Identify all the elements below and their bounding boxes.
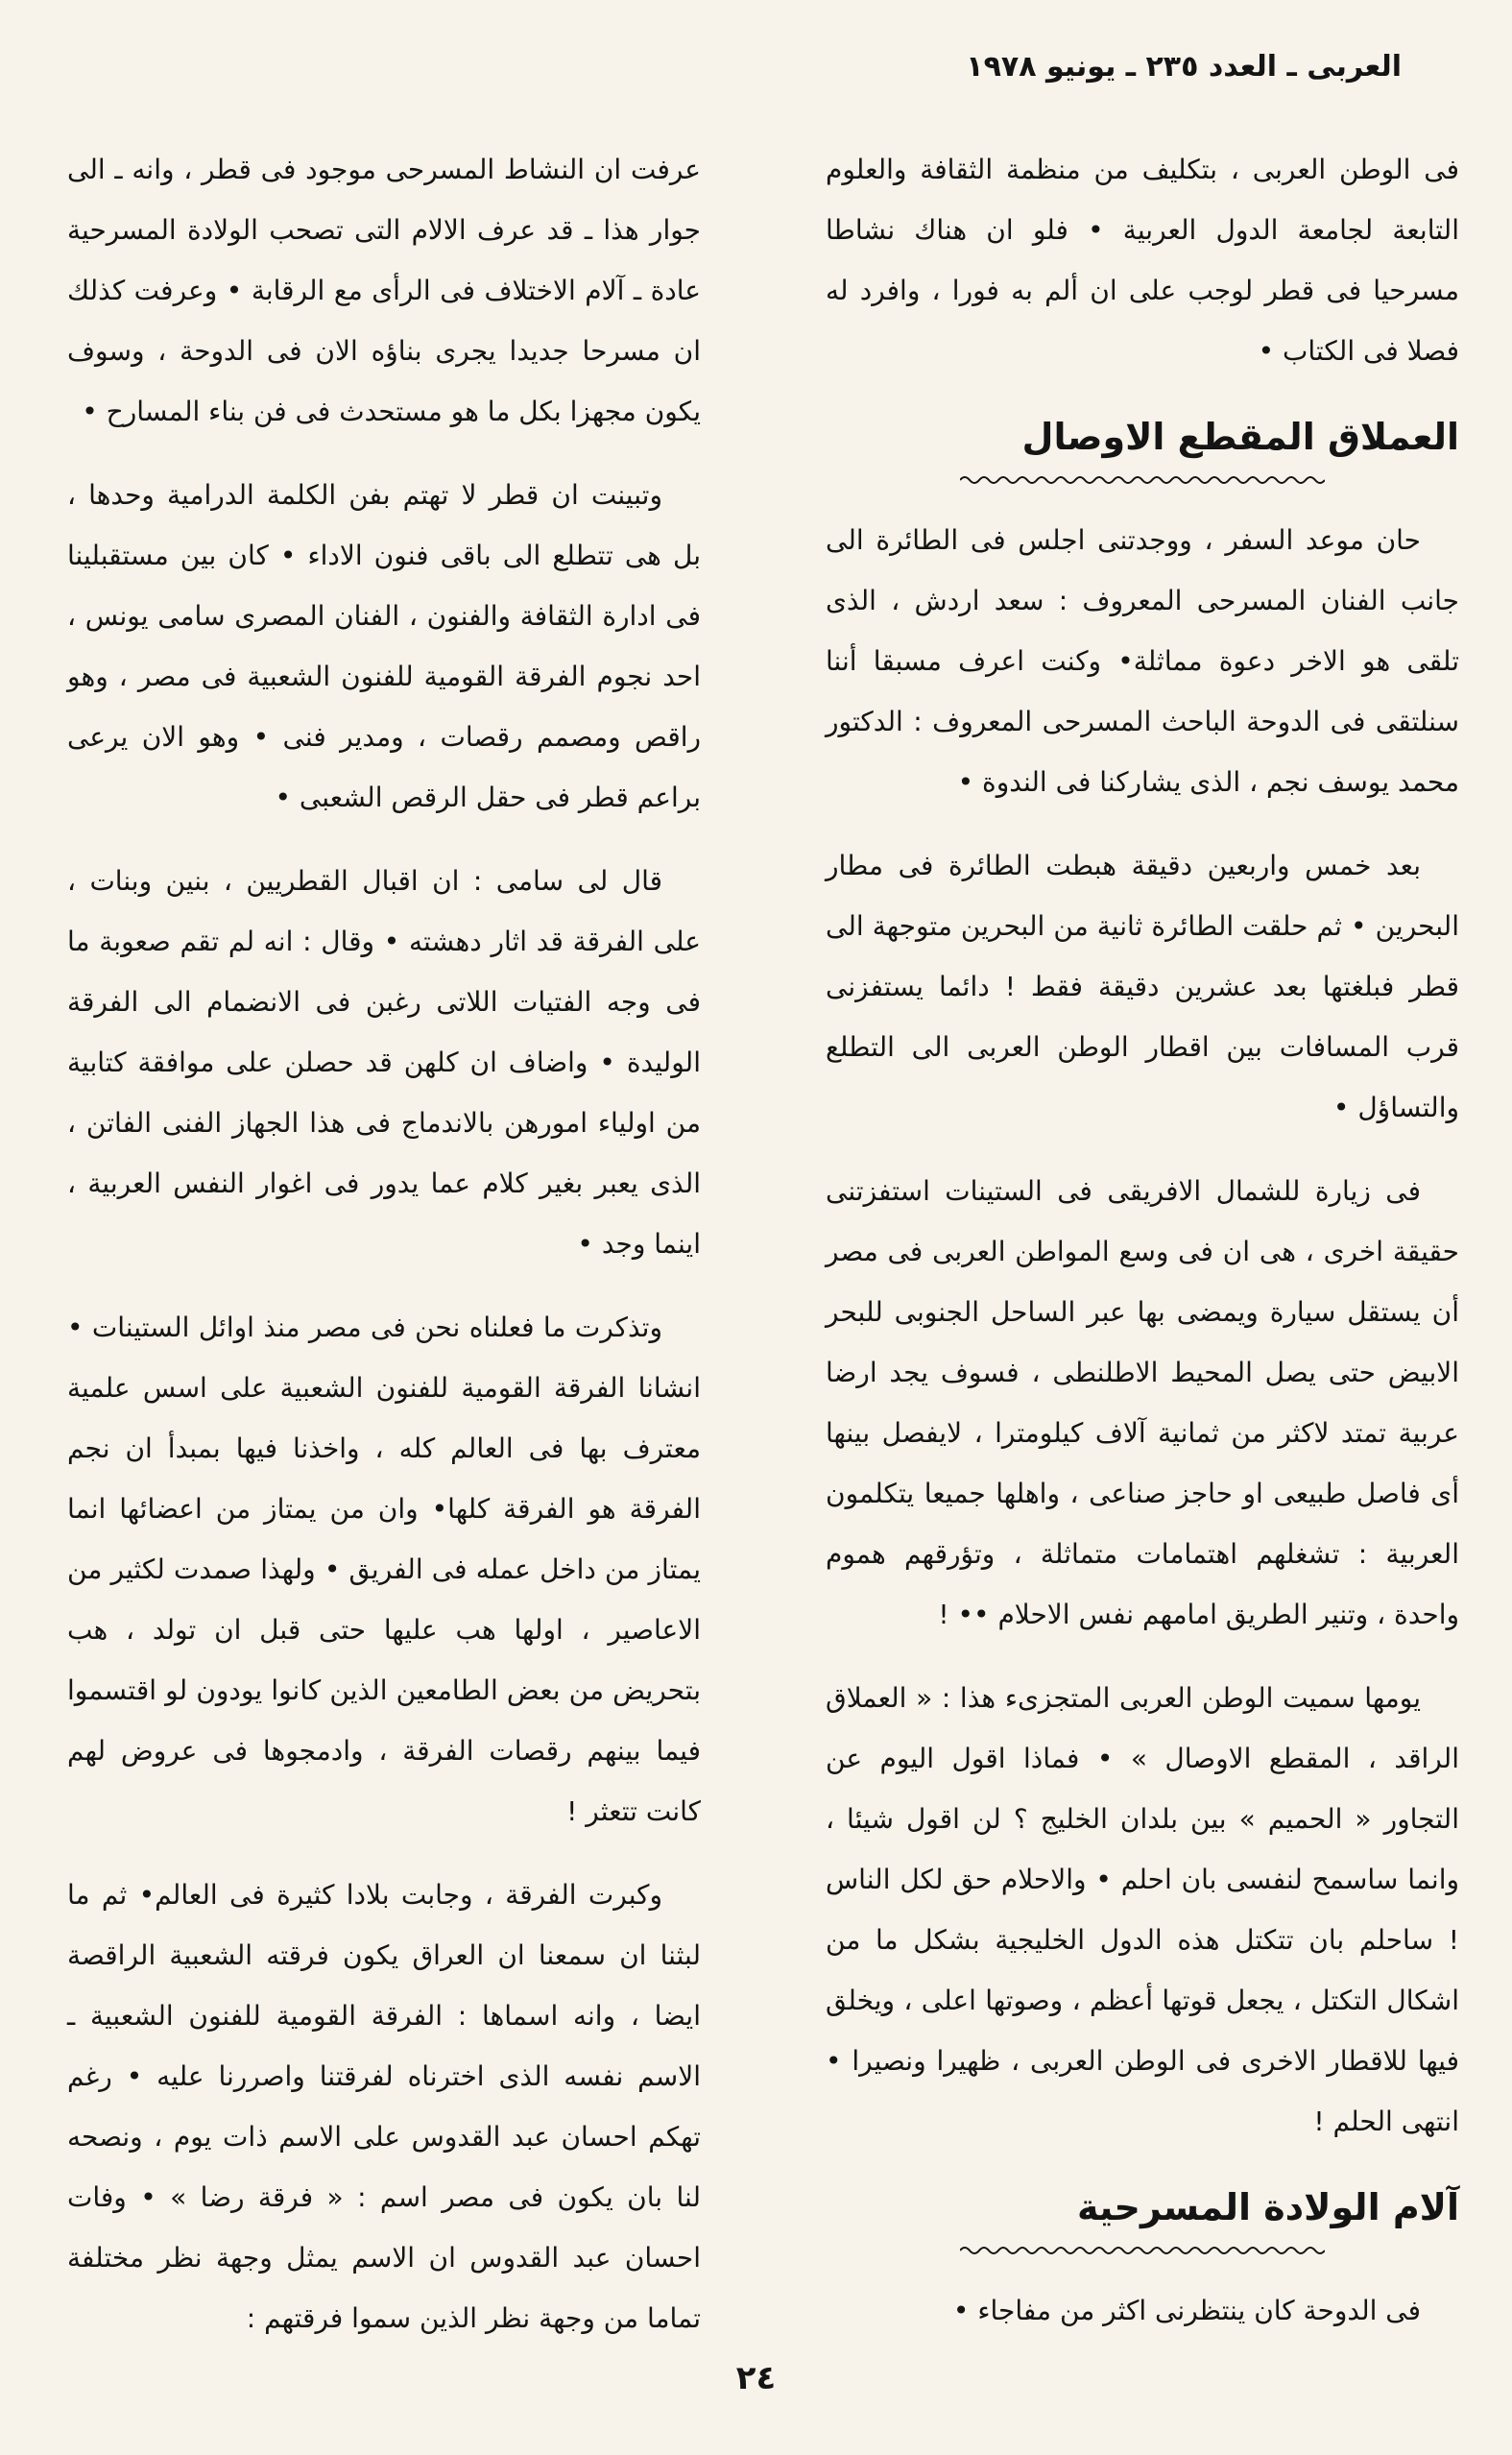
running-header: العربى ـ العدد ٢٣٥ ـ يونيو ١٩٧٨ bbox=[966, 50, 1402, 84]
paragraph: بعد خمس واربعين دقيقة هبطت الطائرة فى مطار البحرين • ثم حلقت الطائرة ثانية من البحرين متوجهة الى قطر فبلغتها بعد عشرين دقيقة فقط ! دائما يستفزنى قرب المسافات بين اقطار الوطن العربى الى التطلع والتساؤل • bbox=[826, 850, 1459, 1123]
paragraph: فى الدوحة كان ينتظرنى اكثر من مفاجاء • bbox=[952, 2295, 1421, 2326]
page-number: ٢٤ bbox=[735, 2359, 777, 2397]
paragraph: حان موعد السفر ، ووجدتنى اجلس فى الطائرة الى جانب الفنان المسرحى المعروف : سعد اردش ، الذى تلقى هو الاخر دعوة مماثلة• وكنت اعرف مسبقا أننا سنلتقى فى الدوحة الباحث المسرحى المعروف : الدكتور محمد يوسف نجم ، الذى يشاركنا فى الندوة • bbox=[826, 524, 1459, 798]
heading-underline-ornament bbox=[960, 473, 1325, 487]
right-column bbox=[826, 139, 1459, 2364]
paragraph: فى زيارة للشمال الافريقى فى الستينات استفزتنى حقيقة اخرى ، هى ان فى وسع المواطن العربى فى مصر أن يستقل سيارة ويمضى بها عبر الساحل الجنوبى للبحر الابيض حتى يصل المحيط الاطلنطى ، فسوف يجد ارضا عربية تمتد لاكثر من ثمانية آلاف كيلومترا ، لايفصل بينها أى فاصل طبيعى او حاجز صناعى ، واهلها جميعا يتكلمون العربية : تشغلهم اهتمامات متماثلة ، وتؤرقهم هموم واحدة ، وتنير الطريق امامهم نفس الاحلام •• ! bbox=[826, 1175, 1459, 1630]
paragraph: وتبينت ان قطر لا تهتم بفن الكلمة الدرامية وحدها ، بل هى تتطلع الى باقى فنون الاداء • كان بين مستقبلينا فى ادارة الثقافة والفنون ، الفنان المصرى سامى يونس ، احد نجوم الفرقة القومية للفنون الشعبية فى مصر ، وهو راقص ومصمم رقصات ، ومدير فنى • وهو الان يرعى براعم قطر فى حقل الرقص الشعبى • bbox=[67, 479, 701, 813]
heading-underline-ornament bbox=[960, 2244, 1325, 2257]
left-column bbox=[67, 139, 701, 2371]
paragraph: فى الوطن العربى ، بتكليف من منظمة الثقافة والعلوم التابعة لجامعة الدول العربية • فلو ان هناك نشاطا مسرحيا فى قطر لوجب على ان ألم به فورا ، وافرد له فصلا فى الكتاب • bbox=[826, 154, 1459, 367]
section-heading: آلام الولادة المسرحية bbox=[1077, 2186, 1459, 2228]
paragraph: وتذكرت ما فعلناه نحن فى مصر منذ اوائل الستينات • انشانا الفرقة القومية للفنون الشعبية على اسس علمية معترف بها فى العالم كله ، واخذنا فيها بمبدأ ان نجم الفرقة هو الفرقة كلها• وان من يمتاز من اعضائها انما يمتاز من داخل عمله فى الفريق • ولهذا صمدت لكثير من الاعاصير ، اولها هب عليها حتى قبل ان تولد ، هب بتحريض من بعض الطامعين الذين كانوا يودون لو اقتسموا فيما بينهم رقصات الفرقة ، وادمجوها فى عروض لهم كانت تتعثر ! bbox=[67, 1312, 701, 1827]
paragraph: عرفت ان النشاط المسرحى موجود فى قطر ، وانه ـ الى جوار هذا ـ قد عرف الالام التى تصحب الولادة المسرحية عادة ـ آلام الاختلاف فى الرأى مع الرقابة • وعرفت كذلك ان مسرحا جديدا يجرى بناؤه الان فى الدوحة ، وسوف يكون مجهزا بكل ما هو مستحدث فى فن بناء المسارح • bbox=[67, 154, 701, 427]
paragraph: قال لى سامى : ان اقبال القطريين ، بنين وبنات ، على الفرقة قد اثار دهشته • وقال : انه لم تقم صعوبة ما فى وجه الفتيات اللاتى رغبن فى الانضمام الى الفرقة الوليدة • واضاف ان كلهن قد حصلن على موافقة كتابية من اولياء امورهن بالاندماج فى هذا الجهاز الفنى الفاتن ، الذى يعبر بغير كلام عما يدور فى اغوار النفس العربية ، اينما وجد • bbox=[67, 865, 701, 1260]
section-heading: العملاق المقطع الاوصال bbox=[1021, 416, 1459, 458]
paragraph: يومها سميت الوطن العربى المتجزىء هذا : « العملاق الراقد ، المقطع الاوصال » • فماذا اقول اليوم عن التجاور « الحميم » بين بلدان الخليج ؟ لن اقول شيئا ، وانما ساسمح لنفسى بان احلم • والاحلام حق لكل الناس ! ساحلم بان تتكتل هذه الدول الخليجية بشكل ما من اشكال التكتل ، يجعل قوتها أعظم ، وصوتها اعلى ، ويخلق فيها للاقطار الاخرى فى الوطن العربى ، ظهيرا ونصيرا • انتهى الحلم ! bbox=[826, 1682, 1459, 2137]
paragraph: وكبرت الفرقة ، وجابت بلادا كثيرة فى العالم• ثم ما لبثنا ان سمعنا ان العراق يكون فرقته الشعبية الراقصة ايضا ، وانه اسماها : الفرقة القومية للفنون الشعبية ـ الاسم نفسه الذى اخترناه لفرقتنا واصررنا عليه • رغم تهكم احسان عبد القدوس على الاسم ذات يوم ، ونصحه لنا بان يكون فى مصر اسم : « فرقة رضا » • وفات احسان عبد القدوس ان الاسم يمثل وجهة نظر مختلفة تماما من وجهة نظر الذين سموا فرقتهم : bbox=[67, 1879, 701, 2334]
